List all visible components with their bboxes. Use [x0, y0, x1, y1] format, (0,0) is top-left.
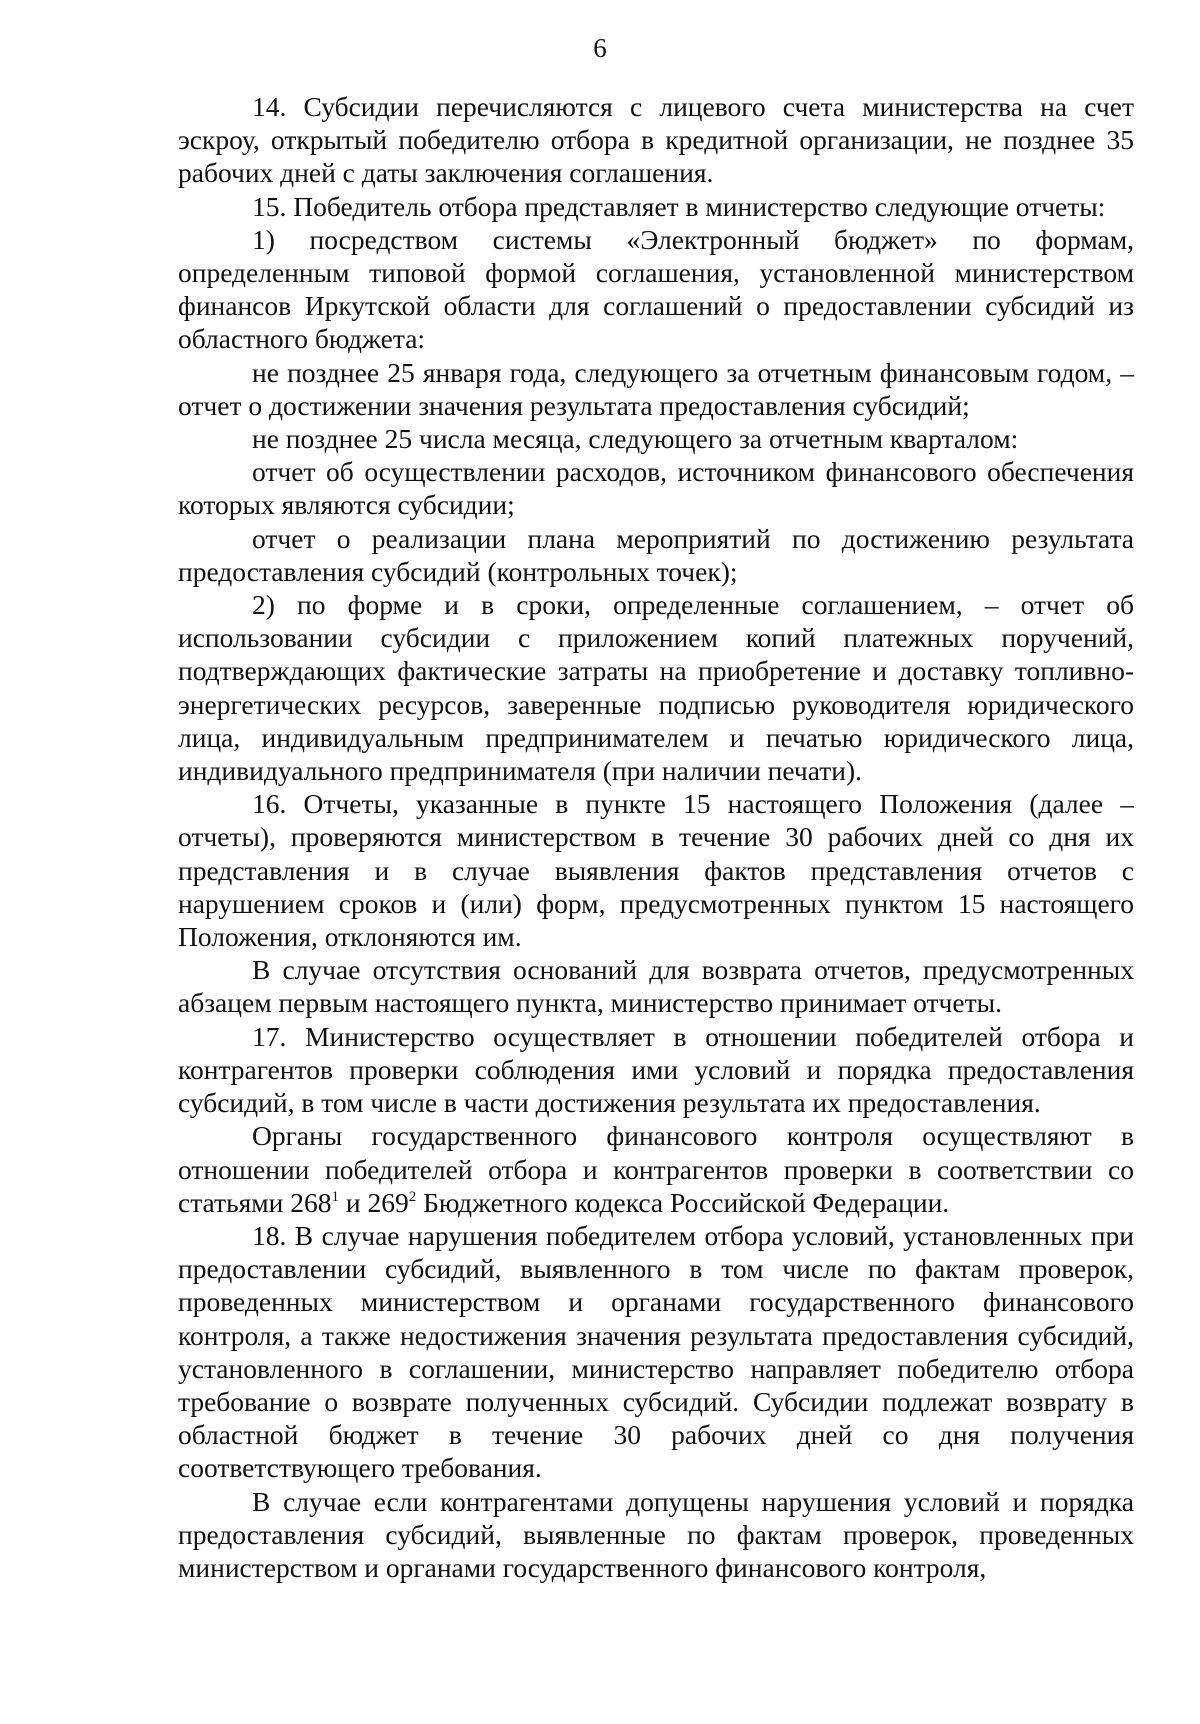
- paragraph-15-item-1: 1) посредством системы «Электронный бюджет» по формам, определенным типовой формой соглашения, установленной министерством финансов Иркутской области для соглашений о предоставлении субсидий из областного бюджета:: [178, 223, 1134, 355]
- paragraph-15-plan-report: отчет о реализации плана мероприятий по достижению результата предоставления субсидий (контрольных точек);: [178, 522, 1134, 587]
- paragraph-16-second: В случае отсутствия оснований для возврата отчетов, предусмотренных абзацем первым настоящего пункта, министерство принимает отчеты.: [178, 954, 1134, 1019]
- paragraph-18-second: В случае если контрагентами допущены нарушения условий и порядка предоставления субсидий, выявленные по фактам проверок, проведенных министерством и органами государственного финансового контроля,: [178, 1485, 1134, 1583]
- paragraph-15-item-2: 2) по форме и в сроки, определенные соглашением, – отчет об использовании субсидии с приложением копий платежных поручений, подтверждающих фактические затраты на приобретение и доставку топливно-энергетических ресурсов, заверенные подписью руководителя юридического лица, индивидуальным предпринимателем и печатью юридического лица, индивидуального предпринимателя (при наличии печати).: [178, 589, 1134, 787]
- paragraph-17: 17. Министерство осуществляет в отношении победителей отбора и контрагентов проверки соблюдения ими условий и порядка предоставления субсидий, в том числе в части достижения результата их предоставления.: [178, 1020, 1134, 1119]
- page-number: 6: [593, 33, 607, 63]
- paragraph-15-expenses-report: отчет об осуществлении расходов, источником финансового обеспечения которых являются субсидии;: [178, 456, 1134, 521]
- paragraph-15-annual-report: не позднее 25 января года, следующего за отчетным финансовым годом, – отчет о достижении значения результата предоставления субсидий;: [178, 356, 1134, 421]
- paragraph-18: 18. В случае нарушения победителем отбора условий, установленных при предоставлении субсидий, выявленного в том числе по фактам проверок, проведенных министерством и органами государственного финансового контроля, а также недостижения значения результата предоставления субсидий, установленного в соглашении, министерство направляет победителю отбора требование о возврате полученных субсидий. Субсидии подлежат возврату в областной бюджет в течение 30 рабочих дней со дня получения соответствующего требования.: [178, 1219, 1134, 1484]
- paragraph-17-second: [178, 1119, 1134, 1219]
- paragraph-17-second-text-middle: и 269: [339, 1186, 409, 1218]
- article-268-superscript: 1: [331, 1188, 340, 1205]
- paragraph-17-second-text-end: Бюджетного кодекса Российской Федерации.: [416, 1186, 950, 1218]
- document-body: [178, 90, 1134, 1584]
- paragraph-17-second-text-start: Органы государственного финансового контроля осуществляют в отношении победителей отбора и контрагентов проверки в соответствии со статьями 268: [178, 1120, 1134, 1218]
- article-269-superscript: 2: [408, 1188, 417, 1205]
- paragraph-15: 15. Победитель отбора представляет в министерство следующие отчеты:: [252, 190, 1106, 222]
- paragraph-14: 14. Субсидии перечисляются с лицевого счета министерства на счет эскроу, открытый победителю отбора в кредитной организации, не позднее 35 рабочих дней с даты заключения соглашения.: [178, 91, 1134, 189]
- paragraph-15-quarterly-deadline: не позднее 25 числа месяца, следующего за отчетным кварталом:: [252, 423, 1019, 455]
- paragraph-16: 16. Отчеты, указанные в пункте 15 настоящего Положения (далее – отчеты), проверяются министерством в течение 30 рабочих дней со дня их представления и в случае выявления фактов представления отчетов с нарушением сроков и (или) форм, предусмотренных пунктом 15 настоящего Положения, отклоняются им.: [178, 788, 1134, 953]
